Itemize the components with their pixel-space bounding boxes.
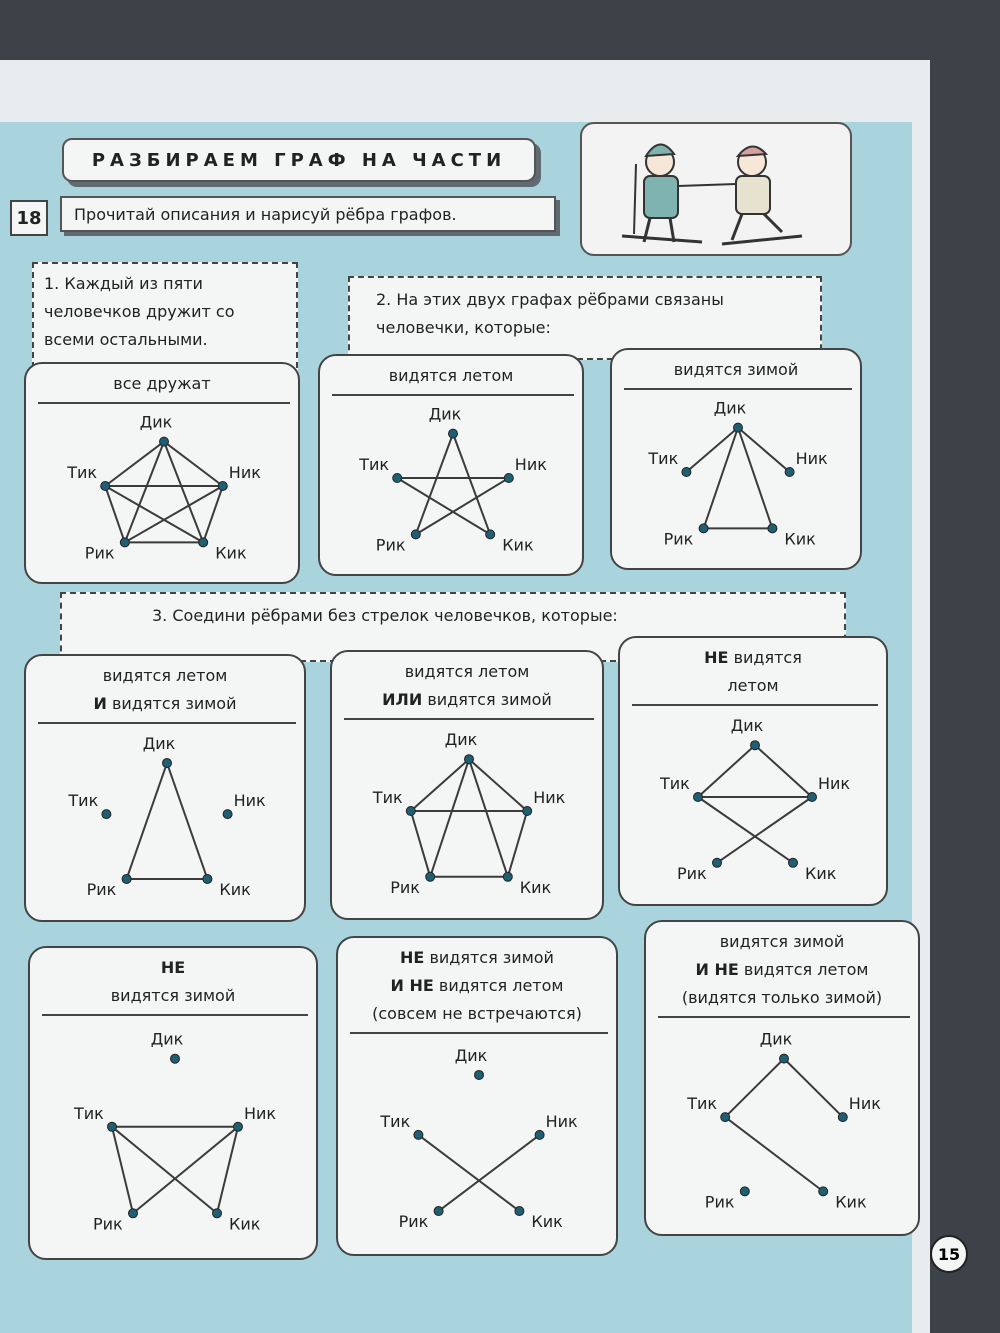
note-2-line-1: 2. На этих двух графах рёбрами связаны: [376, 290, 724, 309]
card-title-text: видятся: [728, 648, 802, 667]
graph-card-summer-and-winter: [24, 654, 306, 922]
graph-node-label: Кик: [219, 879, 251, 899]
graph-edge: [508, 811, 527, 877]
graph-node: [122, 874, 131, 883]
graph-node-label: Дик: [759, 1029, 793, 1049]
graph-node-label: Кик: [215, 543, 247, 563]
graph-node-label: Дик: [713, 398, 747, 418]
task-number: 18: [10, 200, 48, 236]
graph-node: [108, 1122, 117, 1131]
graph-drawing: [320, 356, 586, 578]
graph-node-label: Дик: [150, 1029, 184, 1049]
graph-edge: [167, 763, 207, 879]
graph-node: [218, 482, 227, 491]
graph-edge: [133, 1127, 238, 1213]
note-1-line-2: человечков дружит со: [44, 302, 235, 321]
graph-drawing: [30, 948, 320, 1262]
graph-node: [101, 482, 110, 491]
graph-edge: [755, 745, 812, 797]
graph-node-label: Рик: [677, 863, 707, 883]
graph-edge: [418, 1135, 519, 1211]
graph-drawing: [338, 938, 620, 1258]
card-title-text: видятся летом: [404, 662, 530, 681]
graph-node-label: Рик: [86, 879, 117, 899]
graph-edge: [127, 763, 167, 879]
graph-node-label: Тик: [660, 774, 690, 793]
graph-node: [213, 1209, 222, 1218]
graph-node: [163, 759, 172, 768]
graph-node: [751, 741, 760, 750]
graph-node-label: Рик: [390, 877, 420, 897]
graph-node-label: Тик: [359, 455, 390, 474]
graph-card-winter-only: [644, 920, 920, 1236]
graph-node: [740, 1187, 749, 1196]
graph-node-label: Кик: [835, 1192, 867, 1212]
graph-node: [160, 437, 169, 446]
graph-edge: [439, 1135, 540, 1211]
card-title-keyword: НЕ: [160, 958, 186, 977]
graph-node: [789, 858, 798, 867]
graph-node: [515, 1207, 524, 1216]
graph-node: [682, 468, 691, 477]
graph-node-label: Тик: [74, 1103, 104, 1123]
graph-node: [203, 874, 212, 883]
card-title-text: видятся летом: [738, 960, 869, 979]
card-title-keyword: И: [93, 694, 107, 713]
card-title-keyword: НЕ: [704, 648, 729, 667]
graph-node: [768, 524, 777, 533]
graph-node-label: Кик: [805, 863, 837, 883]
card-title-text: летом: [727, 676, 779, 695]
card-title-text: видятся зимой: [719, 932, 845, 951]
graph-edge: [217, 1127, 238, 1213]
graph-node: [434, 1207, 443, 1216]
graph-node: [694, 793, 703, 802]
card-title-text: видятся летом: [102, 666, 228, 685]
graph-card-all-friends: [24, 362, 300, 584]
graph-node: [523, 807, 532, 816]
graph-drawing: [646, 922, 922, 1238]
graph-node: [486, 530, 495, 539]
note-1-line-1: 1. Каждый из пяти: [44, 274, 203, 293]
graph-card-neither: [336, 936, 618, 1256]
graph-node: [129, 1209, 138, 1218]
graph-edge: [416, 478, 509, 534]
graph-node-label: Тик: [687, 1094, 718, 1114]
note-1-line-3: всеми остальными.: [44, 330, 208, 349]
card-title-text: видятся зимой: [106, 694, 237, 713]
graph-node-label: Тик: [68, 791, 99, 811]
graph-drawing: [26, 656, 308, 924]
graph-node-label: Дик: [142, 734, 176, 754]
graph-node: [234, 1122, 243, 1131]
card-title-text: (видятся только зимой): [681, 988, 883, 1007]
graph-edge: [717, 797, 812, 863]
graph-node-label: Дик: [454, 1045, 488, 1065]
graph-node: [780, 1054, 789, 1063]
graph-node: [199, 538, 208, 547]
card-title-keyword: И НЕ: [695, 960, 739, 979]
graph-node-label: Тик: [372, 788, 403, 807]
graph-node-label: Кик: [784, 529, 816, 549]
card-title-text: видятся зимой: [673, 360, 799, 379]
graph-node-label: Рик: [663, 529, 694, 549]
graph-node: [449, 429, 458, 438]
graph-node: [503, 872, 512, 881]
graph-card-not-winter: [28, 946, 318, 1260]
graph-edge: [416, 434, 453, 535]
graph-node: [535, 1130, 544, 1139]
graph-node: [102, 810, 111, 819]
card-title-text: (совсем не встречаются): [372, 1004, 582, 1023]
graph-node-label: Кик: [229, 1214, 261, 1234]
graph-node-label: Ник: [545, 1111, 578, 1131]
graph-edge: [112, 1127, 217, 1213]
graph-node: [223, 810, 232, 819]
graph-node: [819, 1187, 828, 1196]
graph-node: [393, 474, 402, 483]
graph-node-label: Ник: [244, 1103, 277, 1123]
skiers-illustration: [580, 122, 852, 256]
graph-node-label: Рик: [375, 535, 406, 555]
graph-node-label: Кик: [519, 877, 552, 897]
card-title-text: видятся зимой: [422, 690, 552, 709]
graph-card-summer-or-winter: [330, 650, 604, 920]
graph-node-label: Тик: [380, 1111, 411, 1131]
graph-card-not-summer: [618, 636, 888, 906]
graph-node: [414, 1130, 423, 1139]
graph-node-label: Рик: [84, 543, 115, 563]
graph-node-label: Дик: [428, 404, 462, 424]
graph-edge: [397, 478, 490, 534]
note-1: [32, 262, 298, 378]
graph-node-label: Рик: [398, 1212, 429, 1232]
card-title-text: все дружат: [113, 374, 211, 393]
graph-node-label: Рик: [704, 1192, 735, 1212]
graph-node-label: Дик: [139, 412, 173, 432]
graph-edge: [112, 1127, 133, 1213]
graph-node: [721, 1113, 730, 1122]
graph-node-label: Дик: [444, 730, 478, 750]
graph-edge: [698, 745, 755, 797]
graph-node-label: Ник: [233, 791, 266, 811]
graph-edge: [725, 1059, 784, 1117]
note-3-line: 3. Соедини рёбрами без стрелок человечков, которые:: [152, 606, 618, 625]
note-2-line-2: человечки, которые:: [376, 318, 551, 337]
graph-card-winter: [610, 348, 862, 570]
section-title: РАЗБИРАЕМ ГРАФ НА ЧАСТИ: [62, 138, 536, 182]
graph-node-label: Тик: [67, 463, 98, 482]
graph-node: [475, 1070, 484, 1079]
graph-node-label: Ник: [818, 774, 851, 793]
graph-node: [504, 474, 513, 483]
graph-node-label: Тик: [648, 449, 679, 468]
graph-node-label: Дик: [730, 716, 764, 736]
graph-node-label: Кик: [531, 1212, 563, 1232]
card-title-keyword: ИЛИ: [382, 690, 423, 709]
graph-node-label: Ник: [514, 455, 547, 474]
graph-node: [808, 793, 817, 802]
graph-node-label: Рик: [93, 1214, 123, 1234]
graph-drawing: [620, 638, 890, 908]
graph-node: [406, 807, 415, 816]
graph-node: [426, 872, 435, 881]
graph-node: [713, 858, 722, 867]
card-title-keyword: И НЕ: [390, 976, 434, 995]
graph-node: [411, 530, 420, 539]
graph-card-summer: [318, 354, 584, 576]
graph-node-label: Ник: [795, 449, 828, 468]
graph-node: [465, 755, 474, 764]
graph-node: [699, 524, 708, 533]
task-instruction: Прочитай описания и нарисуй рёбра графов.: [60, 196, 556, 232]
graph-node: [171, 1054, 180, 1063]
graph-drawing: [26, 364, 302, 586]
graph-drawing: [332, 652, 606, 922]
graph-drawing: [612, 350, 864, 572]
card-title-text: видятся зимой: [110, 986, 236, 1005]
graph-edge: [411, 811, 430, 877]
graph-node: [120, 538, 129, 547]
graph-edge: [698, 797, 793, 863]
card-title-text: видятся летом: [433, 976, 564, 995]
graph-edge: [125, 486, 223, 542]
card-title-keyword: НЕ: [400, 948, 425, 967]
graph-node-label: Ник: [228, 463, 261, 482]
graph-edge: [453, 434, 490, 535]
graph-node: [734, 423, 743, 432]
graph-edge: [725, 1117, 823, 1191]
card-title-text: видятся зимой: [424, 948, 554, 967]
graph-edge: [105, 486, 203, 542]
card-title-text: видятся летом: [388, 366, 514, 385]
graph-edge: [784, 1059, 843, 1117]
graph-node-label: Ник: [848, 1094, 881, 1114]
page-number: 15: [930, 1235, 968, 1273]
graph-node-label: Кик: [502, 535, 534, 555]
graph-node: [785, 468, 794, 477]
graph-node: [838, 1113, 847, 1122]
graph-node-label: Ник: [533, 788, 566, 807]
